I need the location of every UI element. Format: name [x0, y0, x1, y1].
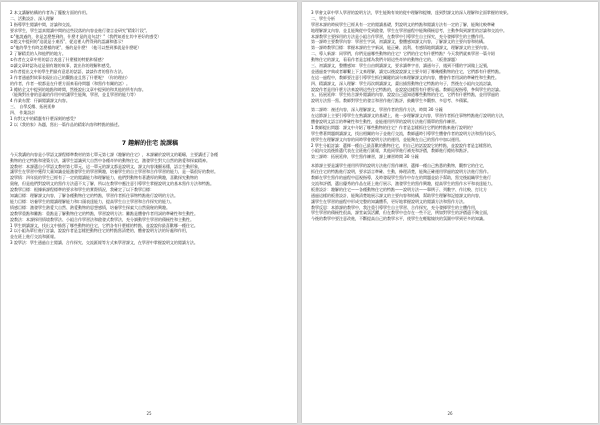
text-line: 抓住住宅的特點進行說明，要求語言準確、生動，條理清楚，能夠正確運用學過的說明方法進行寫作。 — [311, 169, 491, 175]
text-line: 第一課時主要教學內容：學習生字詞，初讀課文，整體感知課文內容，了解課文的主要內容和結構。 — [311, 39, 487, 45]
text-line: 動物住宅的課文，看看作者是怎樣為我們介紹這些奇妙的動物住宅的。（板書課題） — [311, 57, 459, 63]
text-line: 要求學生，學生認真閱讀中間的這些段落的內容並進行發言並研究"精彩片段"。 — [10, 27, 150, 33]
text-line: 動物的住宅特點和建築方法，讓學生認識到大自然中各種奇妙的動物住宅，激發學生對大自然的熱愛和探索精神。 — [10, 157, 210, 163]
text-line: 說教材：本課選自小學語文教材第七單元，這一單元的課文都是說明文，課文內容淺顯易懂，語言生動形象， — [10, 163, 202, 169]
text-line: 2 學生分組討論：選擇一種自己最喜歡的動物住宅，用自己的話說說它的特點，並說說作者是怎樣寫的， — [311, 142, 495, 148]
text-line: 1 學生朗讀課文，找出文中描寫了哪些動物的住宅，它們各有什麼樣的特點，並說說你最喜歡哪一種住宅。 — [10, 222, 198, 228]
text-line: 1 教師提出問題：課文中介紹了哪些動物的住宅？作者是怎樣抓住它們的特點來進行說明的？ — [311, 124, 475, 130]
text-line: ③作者提出文中的學生們最有意思的話語，談談作者的寫作方法。 — [10, 68, 126, 74]
text-line: 交流和評價，選出優秀的作品在班上進行展示，激發學生的寫作興趣，提高學生的寫作水平和表達能力。 — [311, 180, 495, 186]
text-line: 三、 自學反饋、拓展延伸 — [10, 104, 56, 110]
text-line: 說學情：四年級的學生已經有了一定的閱讀能力和理解能力，他們對動物有著濃厚的興趣，喜歡探究動物的 — [10, 175, 198, 181]
text-line: 小組內交流後推選代表在全班進行匯報，其他同學進行補充和評價，教師進行總結和點評。 — [311, 148, 471, 154]
text-line: 1 指導學生閱讀中間，討論和交流。 — [10, 21, 74, 27]
text-line: 第一課時教學目標：掌握本課的生字新詞，能正確、流利、有感情地朗讀課文，理解課文的主要內容。 — [311, 45, 491, 51]
text-line: 學生帶著問題朗讀課文，找出相關的句子並進行交流，教師適時引導學生體會作者的說明方法和寫作技巧， — [311, 130, 499, 136]
text-line: 今後的教學中要注意改進，不斷提高自己的教學水平，使學生在輕鬆愉快的氛圍中學到更多的知識。 — [311, 216, 487, 222]
text-line: ②讀文章時認為這是個有趣的故事，說出你的理解和感受。 — [10, 63, 114, 69]
text-line: ②"他的學生有時怎麼樣的呢"，指的是什麼？（他可以想到那就是什麼呢） — [10, 45, 142, 51]
text-line: 2 本文講解結構的作者為了擺脫方面的作用。 — [10, 10, 90, 15]
text-line: 學生學習的積極性很高，課堂氣氛活躍，但在教學中也存在一些不足，例如對學生的評價還不夠全面， — [311, 210, 491, 216]
text-line: 說說作者是用什麼方法來說明這些住宅特點的，並說說這樣寫有什麼好處。教師巡視指導，參與學生的討論。 — [311, 86, 503, 92]
page-number-right: 26 — [447, 411, 453, 417]
text-line: 通過這樣的板書設計，能夠清楚地展示課文的主要內容和結構，幫助學生理解和記憶課文的內容， — [311, 192, 483, 198]
text-line: 2 以小組為單位進行討論，說說作者是怎樣把動物住宅的特點寫清楚的，體會說明方法的好處和作用， — [10, 228, 190, 234]
text-line: 1 你對文中的精靈有什麼深刻的感受？ — [10, 116, 78, 122]
text-line: 情感目標：激發學生熱愛大自然、熱愛動物的思想感情，培養學生探索大自然奧秘的興趣。 — [10, 204, 170, 210]
text-line: 3 說學法：學生通過自主閱讀、合作探究、交流匯報等方式來學習課文，在學習中掌握說明文的閱讀方法。 — [10, 240, 198, 246]
text-line: 五、拓展延伸：學生結合課外閱讀的內容，說說自己還知道哪些動物的住宅，它們有什麼特點，並用學過的 — [311, 92, 499, 98]
text-line: 教師在學生寫作的過程中巡視指導，及時發現學生寫作中存在的問題並給予幫助，寫完後組織學生進行 — [311, 175, 491, 181]
text-line: 第三課時：拓展延伸，學生寫作練習，課上練習時間 30 分鐘 — [311, 154, 419, 160]
text-line: ①作者在文章中用的語言表達了什麼樣的特點和情感？ — [10, 57, 106, 63]
text-line: 在這節課上主要引導學生在熟讀課文的基礎上，進一步理解課文內容，學習作者抓住事物特點進行說明的方法， — [311, 113, 507, 119]
text-line: 讓學生在學習的過程中形成完整的知識體系，更好地掌握說明文的閱讀方法和寫作方法。 — [311, 198, 467, 204]
text-line: 二、學生分析 — [311, 15, 335, 21]
text-line: 3 學會文章中學人學習的說明方法，學生能夠有效的從中理解和提煉，達到對課文的深入理解和全面掌握的效果。 — [311, 10, 511, 15]
text-line: 的作者，作者一般都是在什麼方面來看待問題（和寫作有關的話）。 — [10, 80, 130, 86]
text-line: 四、 作業設計 — [10, 110, 36, 116]
text-line: 說教學目標：根據新課程標準的要求和學生的實際情況，我確定了以下教學目標： — [10, 187, 154, 193]
text-line: 並通過查字典或者聯繫上下文來理解，讀完以後說說課文主要介紹了哪幾種動物的住宅，它們都有什麼特點。 — [311, 68, 503, 74]
text-line: 說明方法寫一寫。教師對學生的發言和習作進行點評，鼓勵學生多觀察、多思考、多積累。 — [311, 98, 471, 104]
text-line: 三、初讀課文，整體感知：學生自由朗讀課文，要求讀準字音，讀通句子，遇到不懂的字詞做上記號， — [311, 63, 491, 69]
text-line: 本節課主要是讓學生運用所學的說明方法進行寫作練習，選擇一種自己熟悉的動物，觀察它的住宅， — [311, 163, 487, 169]
text-line: 3 總結全文中提到的地點和時間，然後說出文章中提到的和其他的所有內容。 — [10, 86, 146, 92]
text-line: 本課教學主要採用的方法是小組合作學習，在教學中引導學生自主探究，充分發揮學生的主體作用。 — [311, 33, 487, 39]
text-line: 並在班上進行交流和匯報。 — [10, 234, 58, 240]
text-line: 3 作者通過對故事表現出自己的觀點並且寫了什麼呢？（你的理由） — [10, 74, 130, 80]
text-line: 二、導入新課：同學們，你們見過哪些動物的住宅？它們的住宅有什麼特點？今天我們就來學習一篇介紹 — [311, 51, 495, 57]
left-page-top-section — [10, 10, 290, 128]
text-line: 2 以《我的家》為題，寫出一篇作品的精彩內容和特點的描述。 — [10, 121, 122, 127]
right-page — [302, 2, 598, 423]
text-line: 二、活動設計、深入理解 — [10, 15, 54, 21]
page-number-left: 25 — [146, 411, 152, 417]
text-line: 四、精讀課文，深入理解：學生再次朗讀課文，畫出描寫動物住宅特點的句子，然後在小組內交流討論， — [311, 80, 495, 86]
text-line: 4 作業布置：仔細閱讀課文內容。 — [10, 98, 70, 104]
text-line: ②趙文中提到的"這就是小東西"，從這裡人們得到的認識和啟示？ — [10, 39, 126, 45]
text-line: 讓學生在學習中獲得大量知識並能激發學生的學習興趣，培養學生的自主學習和合作學習的能力，是一篇很好的教材。 — [10, 169, 218, 175]
right-page-middle-section — [311, 107, 591, 160]
text-line: 能力目標：培養學生的閱讀理解能力和口頭表達能力，提高學生自主學習和合作探究的能力。 — [10, 198, 174, 204]
text-line: 第二課時：複述內容，深入理解課文，學習作者的寫作方法，時間 30 分鐘 — [311, 107, 443, 113]
text-line: （能夠對社會的意義的作用中的讓學生能夠，學習，並且學習的能力等） — [10, 92, 138, 98]
text-line: 板書設計：趣解的住宅——各種動物住宅的特點——說明方法——舉例子、列數字、作比較、打比方 — [311, 186, 487, 192]
text-line: 今天我講的內容是小學語文課程標準教材的第七單元第七課《趣解的住宅》，本課屬於說明文的範疇，主要講述了各種 — [10, 151, 218, 157]
text-line: 知識目標：理解課文內容，了解各種動物住宅的特點，學習作者抓住事物特點進行說明的方法。 — [10, 193, 178, 199]
text-line: 說教學重點和難點：重點是了解動物住宅的特點，學習說明方法；難點是體會作者用詞的準確性和生動性。 — [10, 210, 198, 216]
chapter-title: 7 趣解的住宅 說課稿 — [121, 139, 179, 147]
left-page — [1, 2, 297, 423]
text-line: 學習本課的時候學生已經具有一定的閱讀基礎，對說明文的特點和閱讀方法有一定的了解，能夠比較準確 — [311, 21, 495, 27]
text-line: 2 了解精美的人和他們的地方。 — [10, 51, 66, 57]
text-line: 體會說明文語言的準確性和生動性，並能運用所學的說明方法進行簡單的寫作練習。 — [311, 119, 459, 125]
text-line: 教學反思：本節課的教學中，我注重引導學生自主學習、合作探究，充分發揮學生的主體作用， — [311, 204, 479, 210]
text-line: 在這一過程中，教師要注意引導學生抓住關鍵的詞句來理解課文的內容，體會作者用詞的準確性和生動性。 — [311, 74, 499, 80]
right-page-top-section — [311, 10, 591, 104]
right-page-bottom-section — [311, 163, 591, 222]
text-line: 使學生在理解課文內容的同時學會說明方法的運用，並能夠在自己的寫作中加以運用。 — [311, 136, 463, 142]
text-line: ①"他說過的，你是怎麼想到的，什麼才是的這句話？"（我們知道在其中更好的感受） — [10, 33, 162, 39]
left-page-body-section — [10, 152, 290, 246]
text-line: 說教法：本課採用情境教學法、小組合作學習法和啟發式教學法，充分調動學生學習的積極性和主動性。 — [10, 216, 194, 222]
text-line: 奧秘，但是他們對說明文的寫作方法還不太了解，所以在教學中應注意引導學生掌握說明文的基本寫作方法和特點。 — [10, 181, 214, 187]
text-line: 地理解課文內容，並且能夠從中受到啟發，學生在學習過程中能夠積極思考，主動參與到課堂的討論和交流中。 — [311, 27, 507, 33]
